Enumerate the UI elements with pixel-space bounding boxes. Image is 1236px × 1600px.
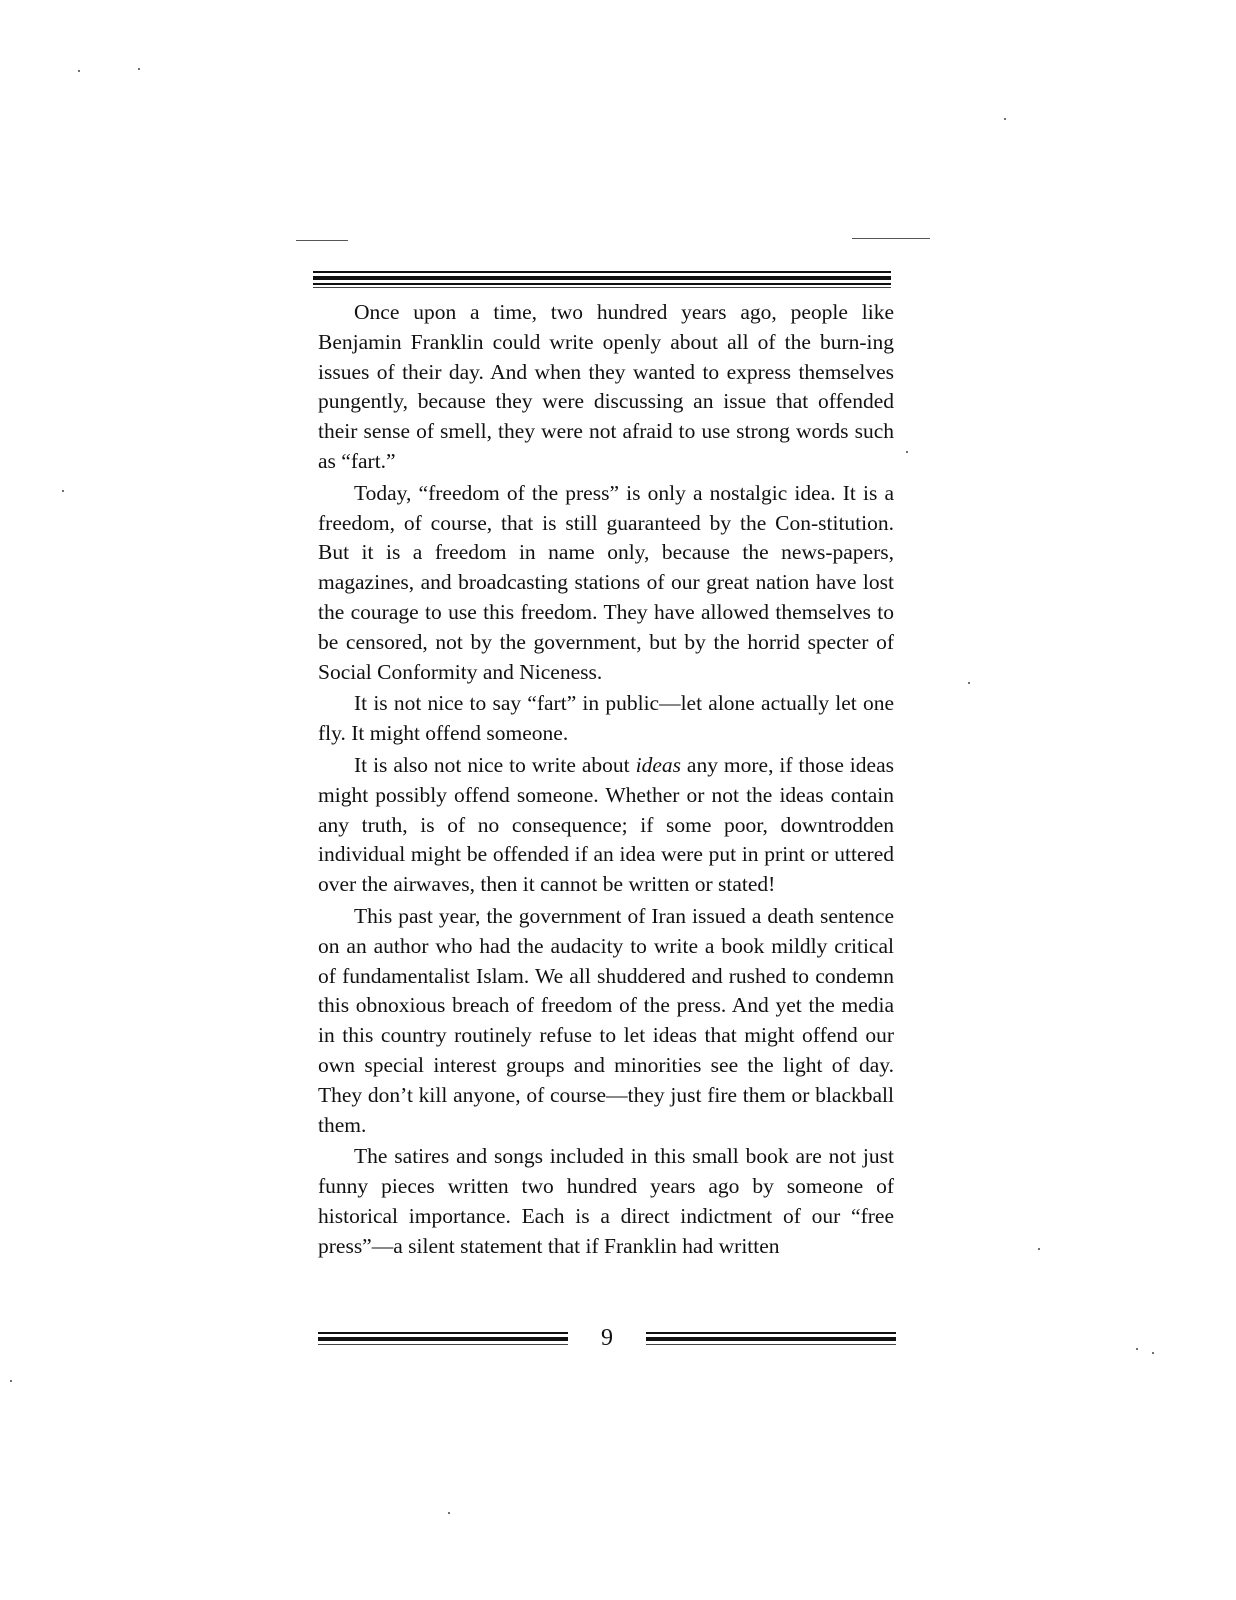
paragraph-3: [318, 689, 894, 749]
emphasized-word: ideas: [635, 752, 681, 777]
paragraph-text: Today, “freedom of the press” is only a nostalgic idea. It is a freedom, of course, that is still guaranteed by the Con-stitution. But it is a freedom in name only, because the news-papers, magazines, and broadcasting stations of our great nation have lost the courage to use this freedom. They have allowed themselves to be censored, not by the government, but by the horrid specter of Social Conformity and Niceness.: [318, 480, 894, 684]
paragraph-2: [318, 479, 894, 688]
scan-dot: [1004, 118, 1006, 120]
footer-rule-left: [318, 1332, 568, 1348]
paragraph-text: It is not nice to say “fart” in public—let alone actually let one fly. It might offend someone.: [318, 691, 894, 746]
page-footer: [318, 1322, 896, 1354]
paragraph-text: Once upon a time, two hundred years ago, people like Benjamin Franklin could write openly about all of the burn-ing issues of their day. And when they wanted to express themselves pungently, because they were discussing an issue that offended their sense of smell, they were not afraid to use strong words such as “fart.”: [318, 300, 894, 473]
scan-dot: [1038, 1248, 1040, 1250]
footer-rule-right: [646, 1332, 896, 1348]
scan-dot: [1136, 1348, 1138, 1350]
paragraph-text: The satires and songs included in this small book are not just funny pieces written two hundred years ago by someone of historical importance. Each is a direct indictment of our “free press”—a silent statement that if Franklin had written: [318, 1144, 894, 1258]
scan-dot: [1152, 1352, 1154, 1354]
paragraph-text: It is also not nice to write about: [354, 752, 636, 777]
scan-dot: [138, 68, 140, 70]
page-number: 9: [601, 1325, 613, 1351]
scan-dot: [968, 682, 970, 684]
paragraph-6: [318, 1142, 894, 1261]
scan-mark: [852, 238, 930, 239]
scan-mark: [296, 240, 348, 241]
top-decorative-rule: [313, 271, 891, 291]
body-text: [318, 298, 894, 1262]
scan-dot: [906, 451, 908, 453]
scan-dot: [62, 490, 64, 492]
paragraph-4: [318, 751, 894, 900]
paragraph-text: any more, if those ideas might possibly offend someone. Whether or not the ideas contain any truth, is of no consequence; if some poor, downtrodden individual might be offended if an idea were put in print or uttered over the airwaves, then it cannot be written or stated!: [318, 752, 894, 897]
paragraph-1: [318, 298, 894, 477]
scan-dot: [448, 1512, 450, 1514]
scan-dot: [10, 1380, 12, 1382]
paragraph-text: This past year, the government of Iran issued a death sentence on an author who had the audacity to write a book mildly critical of fundamentalist Islam. We all shuddered and rushed to condemn this obnoxious breach of freedom of the press. And yet the media in this country routinely refuse to let ideas that might offend our own special interest groups and minorities see the light of day. They don’t kill anyone, of course—they just fire them or blackball them.: [318, 903, 894, 1137]
paragraph-5: [318, 902, 894, 1140]
scan-dot: [78, 70, 80, 72]
